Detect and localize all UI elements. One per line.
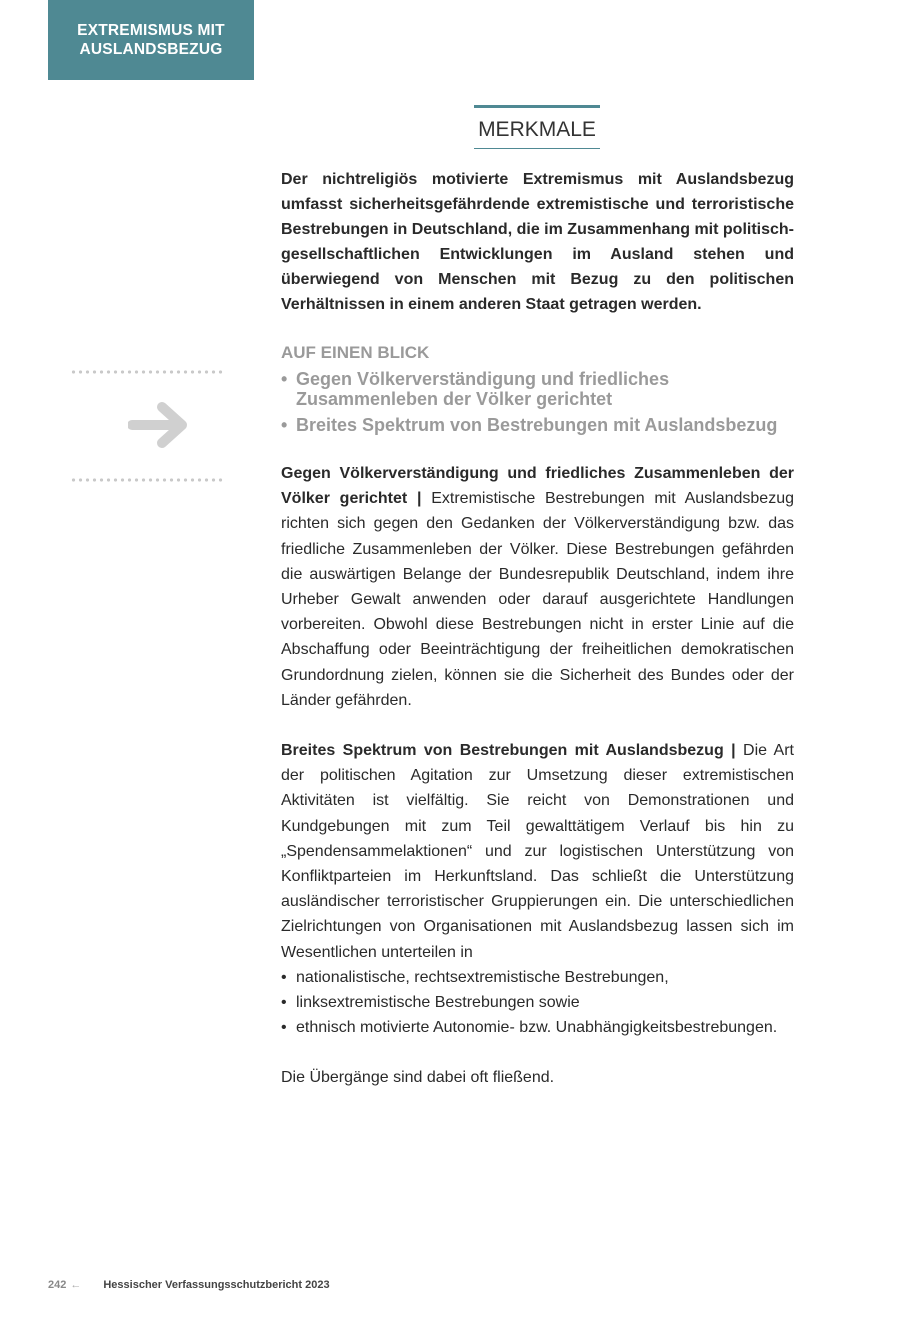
- section-tag-line2: AUSLANDSBEZUG: [79, 41, 223, 58]
- at-a-glance-list: [281, 369, 794, 435]
- section-paragraph: [281, 738, 794, 965]
- section-text: Extremistische Bestrebungen mit Auslandsbezug richten sich gegen den Gedanken der Völkerverständigung bzw. das friedliche Zusammenleben der Völker. Diese Bestrebungen gefährden die auswärtigen Belange der Bundesrepublik Deutschland, indem ihre Urheber Gewalt anwenden oder darauf ausgerichtete Handlungen vorbereiten. Obwohl diese Bestrebungen nicht in erster Linie auf die Abschaffung oder Beeinträchtigung der freiheitlichen demokratischen Grundordnung zielen, können sie die Sicherheit des Bundes oder der Länder gefährden.: [281, 490, 794, 709]
- aims-list-item: • nationalistische, rechtsextremistische Bestrebungen,: [281, 965, 794, 990]
- back-arrow-icon[interactable]: ←: [70, 1279, 82, 1291]
- section-paragraph: [281, 461, 794, 713]
- at-a-glance-item: • Breites Spektrum von Bestrebungen mit Auslandsbezug: [281, 415, 794, 435]
- main-content: [281, 167, 794, 1091]
- section-text: Die Art der politischen Agitation zur Umsetzung dieser extremistischen Aktivitäten ist vielfältig. Sie reicht von Demonstrationen und Kundgebungen mit zum Teil gewalttätigem Verlauf bis hin zu „Spendensammelaktionen“ und zur logistischen Unterstützung von Konfliktparteien im Herkunftsland. Das schließt die Unterstützung ausländischer terroristischer Gruppierungen ein. Die unterschiedlichen Zielrichtungen von Organisationen mit Auslandsbezug lassen sich im Wesentlichen unterteilen in: [281, 742, 794, 961]
- publication-title: Hessischer Verfassungsschutzbericht 2023: [103, 1279, 330, 1291]
- aims-list-item: • ethnisch motivierte Autonomie- bzw. Unabhängigkeitsbestrebungen.: [281, 1015, 794, 1040]
- lead-paragraph: Der nichtreligiös motivierte Extremismus mit Auslandsbezug umfasst sicherheitsgefährdende extremistische und terroristische Bestrebungen in Deutschland, die im Zusammenhang mit politisch-gesellschaftlichen Entwicklungen im Ausland stehen und überwiegend von Menschen mit Bezug zu den politischen Verhältnissen in einem anderen Staat getragen werden.: [281, 171, 794, 313]
- section-lead: Gegen Völkerverständigung und friedliches Zusammenleben der Völker gerichtet |: [281, 465, 794, 508]
- page-heading: MERKMALE: [474, 105, 600, 149]
- aims-list: [281, 965, 794, 1041]
- closing-paragraph: Die Übergänge sind dabei oft fließend.: [281, 1069, 555, 1087]
- aims-list-item: • linksextremistische Bestrebungen sowie: [281, 990, 794, 1015]
- at-a-glance-item: • Gegen Völkerverständigung und friedliches Zusammenleben der Völker gerichtet: [281, 369, 794, 409]
- page-footer: [48, 1279, 330, 1291]
- arrow-right-icon: [128, 401, 192, 449]
- at-a-glance-title: AUF EINEN BLICK: [281, 343, 430, 362]
- section-tag: [48, 0, 254, 80]
- dotted-divider-bottom: [70, 478, 224, 482]
- section-lead: Breites Spektrum von Bestrebungen mit Auslandsbezug |: [281, 742, 736, 760]
- section-tag-line1: EXTREMISMUS MIT: [77, 22, 225, 39]
- dotted-divider-top: [70, 370, 224, 374]
- page-number: 242: [48, 1279, 67, 1291]
